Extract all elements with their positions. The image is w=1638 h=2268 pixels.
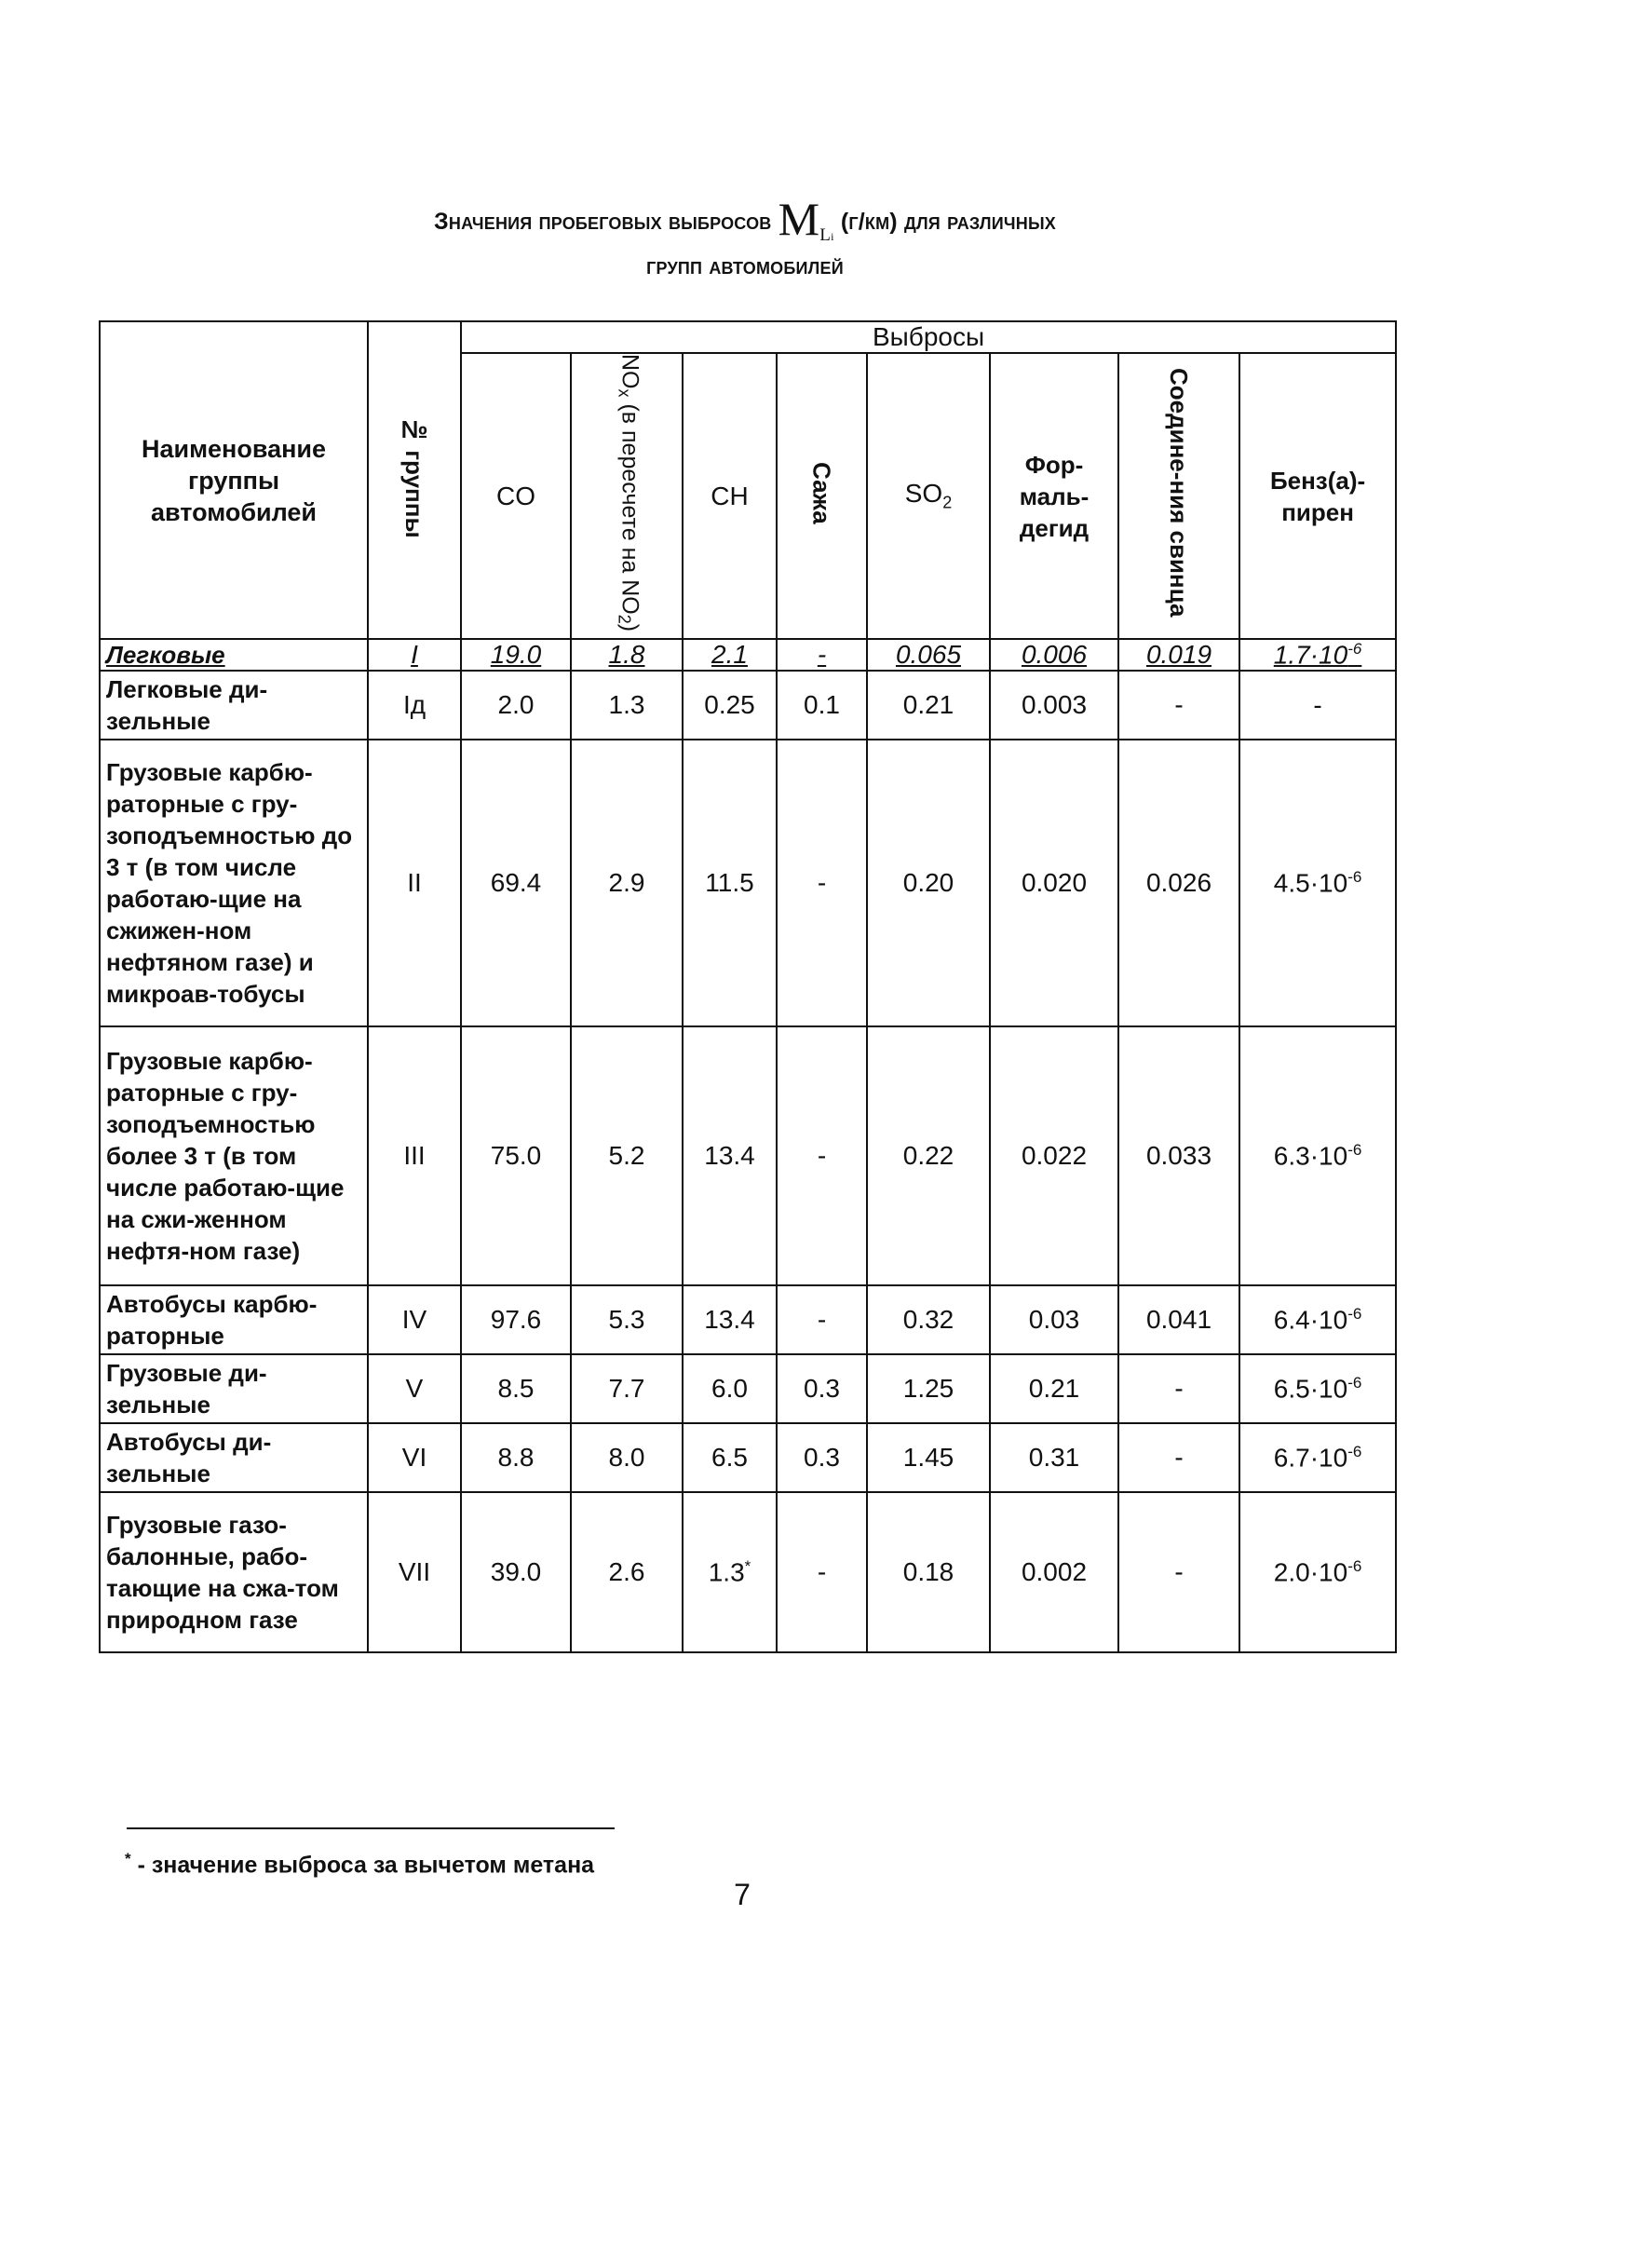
title-symbol: $M_{Li}$ [778,193,834,245]
header-formaldehyde: Фор-маль-дегид [990,353,1118,639]
header-so2: $SO_2$ [867,353,990,639]
table-row: Грузовые газо-балонные, рабо-тающие на сжа-том природном газе VII 39.0 2.6 1.3* - 0.18 0.002 - $2.0\cdot 10^{-6}$ [100,1492,1396,1652]
footnote-divider [127,1827,615,1829]
header-co: CO [461,353,571,639]
table-row: Легковые ди-зельные Iд 2.0 1.3 0.25 0.1 0.21 0.003 - - [100,671,1396,740]
title-suffix: (г/км) для различных [840,209,1056,235]
table-row: Грузовые карбю-раторные с гру-зоподъемностью до 3 т (в том числе работаю-щие на сжижен-ном нефтяном газе) и микроав-тобусы II 69.4 2.9 11.5 - 0.20 0.020 0.026 $4.5\cdot 10^{-6}$ [100,740,1396,1026]
table-row: Легковые I 19.0 1.8 2.1 - 0.065 0.006 0.019 $1.7\cdot 10^{-6}$ [100,639,1396,671]
emissions-table [99,320,1397,1653]
table-row: Грузовые карбю-раторные с гру-зоподъемностью более 3 т (в том числе работаю-щие на сжи-женном нефтя-ном газе) III 75.0 5.2 13.4 - 0.22 0.022 0.033 $6.3\cdot 10^{-6}$ [100,1026,1396,1285]
table-row: Автобусы ди-зельные VI 8.8 8.0 6.5 0.3 1.45 0.31 - $6.7\cdot 10^{-6}$ [100,1423,1396,1492]
header-soot: Сажа [777,353,867,639]
footnote: * - значение выброса за вычетом метана [125,1850,595,1879]
header-group-name: Наименование группы автомобилей [100,321,368,639]
document-title-line2: групп автомобилей [646,253,844,279]
document-title-line1 [0,192,1490,246]
header-emissions: Выбросы [461,321,1396,353]
page-number: 7 [734,1878,751,1911]
header-lead-compounds: Соедине-ния свинца [1118,353,1239,639]
header-nox: $NO_x$ (в пересчете на $NO_2$) [571,353,683,639]
header-benzpyrene: Бенз(а)-пирен [1239,353,1396,639]
table-row: Автобусы карбю-раторные IV 97.6 5.3 13.4 - 0.32 0.03 0.041 $6.4\cdot 10^{-6}$ [100,1285,1396,1354]
table-row: Грузовые ди-зельные V 8.5 7.7 6.0 0.3 1.25 0.21 - $6.5\cdot 10^{-6}$ [100,1354,1396,1423]
header-ch: CH [683,353,777,639]
title-prefix: Значения пробеговых выбросов [434,209,772,235]
header-group-number: № группы [368,321,461,639]
